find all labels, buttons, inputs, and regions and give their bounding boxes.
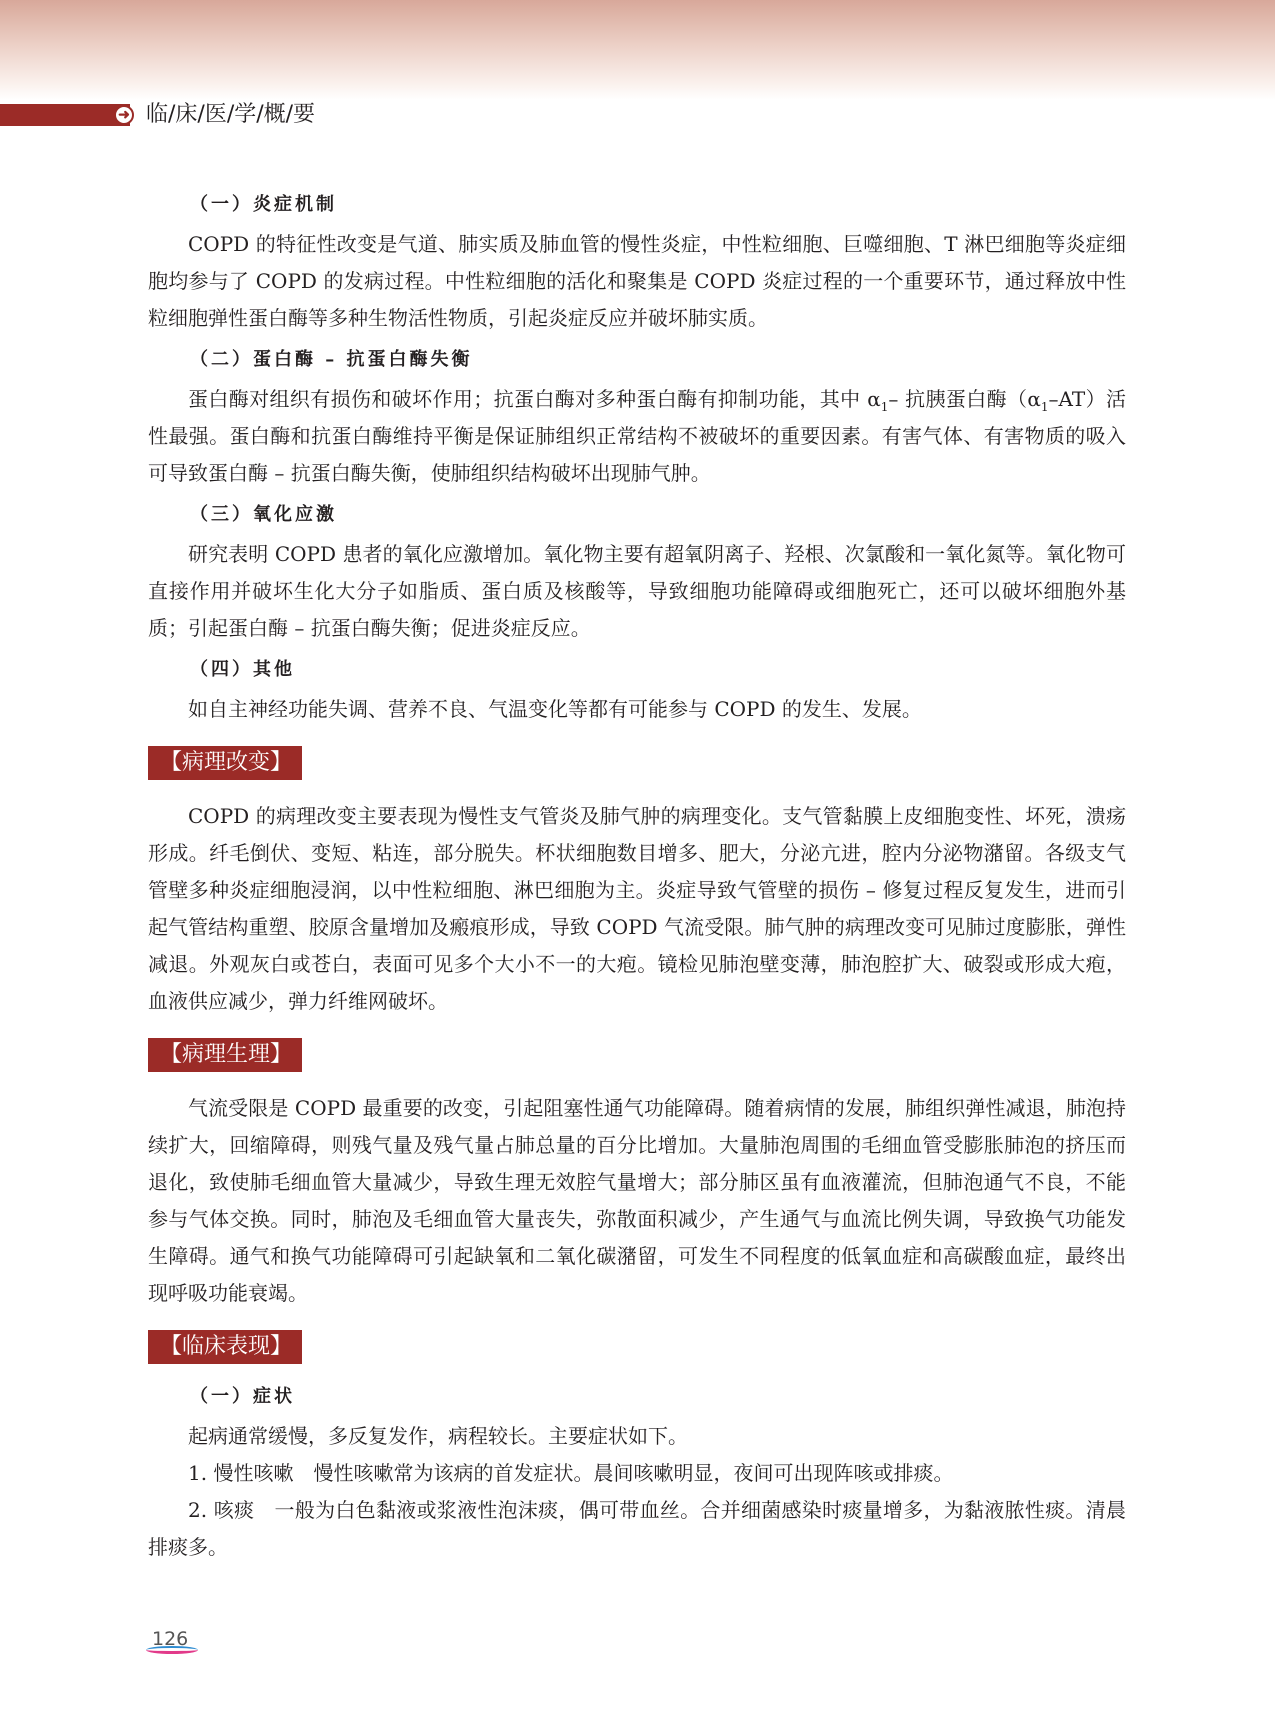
subheading-inflammation: （一）炎症机制 (190, 194, 337, 215)
section-title-clinical: 【临床表现】 (148, 1330, 302, 1364)
page-number-swirl-decoration (146, 1646, 198, 1654)
header-gradient-band (0, 0, 1275, 100)
subheading-protease: （二）蛋白酶 – 抗蛋白酶失衡 (190, 349, 473, 370)
paragraph-pathology: COPD 的病理改变主要表现为慢性支气管炎及肺气肿的病理变化。支气管黏膜上皮细胞变性、坏死，溃疡形成。纤毛倒伏、变短、粘连，部分脱失。杯状细胞数目增多、肥大，分泌亢进，腔内分泌物潴留。各级支气管壁多种炎症细胞浸润，以中性粒细胞、淋巴细胞为主。炎症导致气管壁的损伤 – 修复过程反复发生，进而引起气管结构重塑、胶原含量增加及瘢痕形成，导致 COPD 气流受限。肺气肿的病理改变可见肺过度膨胀，弹性减退。外观灰白或苍白，表面可见多个大小不一的大疱。镜检见肺泡壁变薄，肺泡腔扩大、破裂或形成大疱，血液供应减少，弹力纤维网破坏。 (148, 804, 1126, 1013)
list-item-sputum: 2. 咳痰 一般为白色黏液或浆液性泡沫痰，偶可带血丝。合并细菌感染时痰量增多，为黏液脓性痰。清晨排痰多。 (148, 1498, 1126, 1559)
subheading-oxidative-stress: （三）氧化应激 (190, 504, 337, 525)
page-content (148, 190, 1126, 1566)
section-title-pathophysiology: 【病理生理】 (148, 1038, 302, 1072)
subheading-other: （四）其他 (190, 659, 295, 680)
book-title: 临/床/医/学/概/要 (146, 102, 316, 127)
header-accent-bar (0, 104, 130, 126)
page-number: 126 (152, 1628, 189, 1650)
subheading-symptoms: （一）症状 (190, 1386, 295, 1407)
paragraph-symptoms-intro: 起病通常缓慢，多反复发作，病程较长。主要症状如下。 (188, 1424, 688, 1448)
paragraph-pathophysiology: 气流受限是 COPD 最重要的改变，引起阻塞性通气功能障碍。随着病情的发展，肺组织弹性减退，肺泡持续扩大，回缩障碍，则残气量及残气量占肺总量的百分比增加。大量肺泡周围的毛细血管受膨胀肺泡的挤压而退化，致使肺毛细血管大量减少，导致生理无效腔气量增大；部分肺区虽有血液灌流，但肺泡通气不良，不能参与气体交换。同时，肺泡及毛细血管大量丧失，弥散面积减少，产生通气与血流比例失调，导致换气功能发生障碍。通气和换气功能障碍可引起缺氧和二氧化碳潴留，可发生不同程度的低氧血症和高碳酸血症，最终出现呼吸功能衰竭。 (148, 1096, 1126, 1305)
paragraph-other: 如自主神经功能失调、营养不良、气温变化等都有可能参与 COPD 的发生、发展。 (188, 697, 922, 721)
list-item-chronic-cough: 1. 慢性咳嗽 慢性咳嗽常为该病的首发症状。晨间咳嗽明显，夜间可出现阵咳或排痰。 (188, 1461, 954, 1485)
paragraph-protease: 蛋白酶对组织有损伤和破坏作用；抗蛋白酶对多种蛋白酶有抑制功能，其中 $\alpha_1-$ 抗胰蛋白酶$(\alpha_1-AT)$活性最强。蛋白酶和抗蛋白酶维持平衡是保证肺组织正常结构不被破坏的重要因素。有害气体、有害物质的吸入可导致蛋白酶 – 抗蛋白酶失衡，使肺组织结构破坏出现肺气肿。 (148, 387, 1126, 485)
paragraph-oxidative-stress: 研究表明 COPD 患者的氧化应激增加。氧化物主要有超氧阴离子、羟根、次氯酸和一氧化氮等。氧化物可直接作用并破坏生化大分子如脂质、蛋白质及核酸等，导致细胞功能障碍或细胞死亡，还可以破坏细胞外基质；引起蛋白酶 – 抗蛋白酶失衡；促进炎症反应。 (148, 542, 1126, 640)
arrow-right-circle-icon: ➜ (114, 105, 134, 125)
paragraph-inflammation: COPD 的特征性改变是气道、肺实质及肺血管的慢性炎症，中性粒细胞、巨噬细胞、T 淋巴细胞等炎症细胞均参与了 COPD 的发病过程。中性粒细胞的活化和聚集是 COPD 炎症过程的一个重要环节，通过释放中性粒细胞弹性蛋白酶等多种生物活性物质，引起炎症反应并破坏肺实质。 (148, 232, 1126, 330)
section-title-pathology: 【病理改变】 (148, 746, 302, 780)
